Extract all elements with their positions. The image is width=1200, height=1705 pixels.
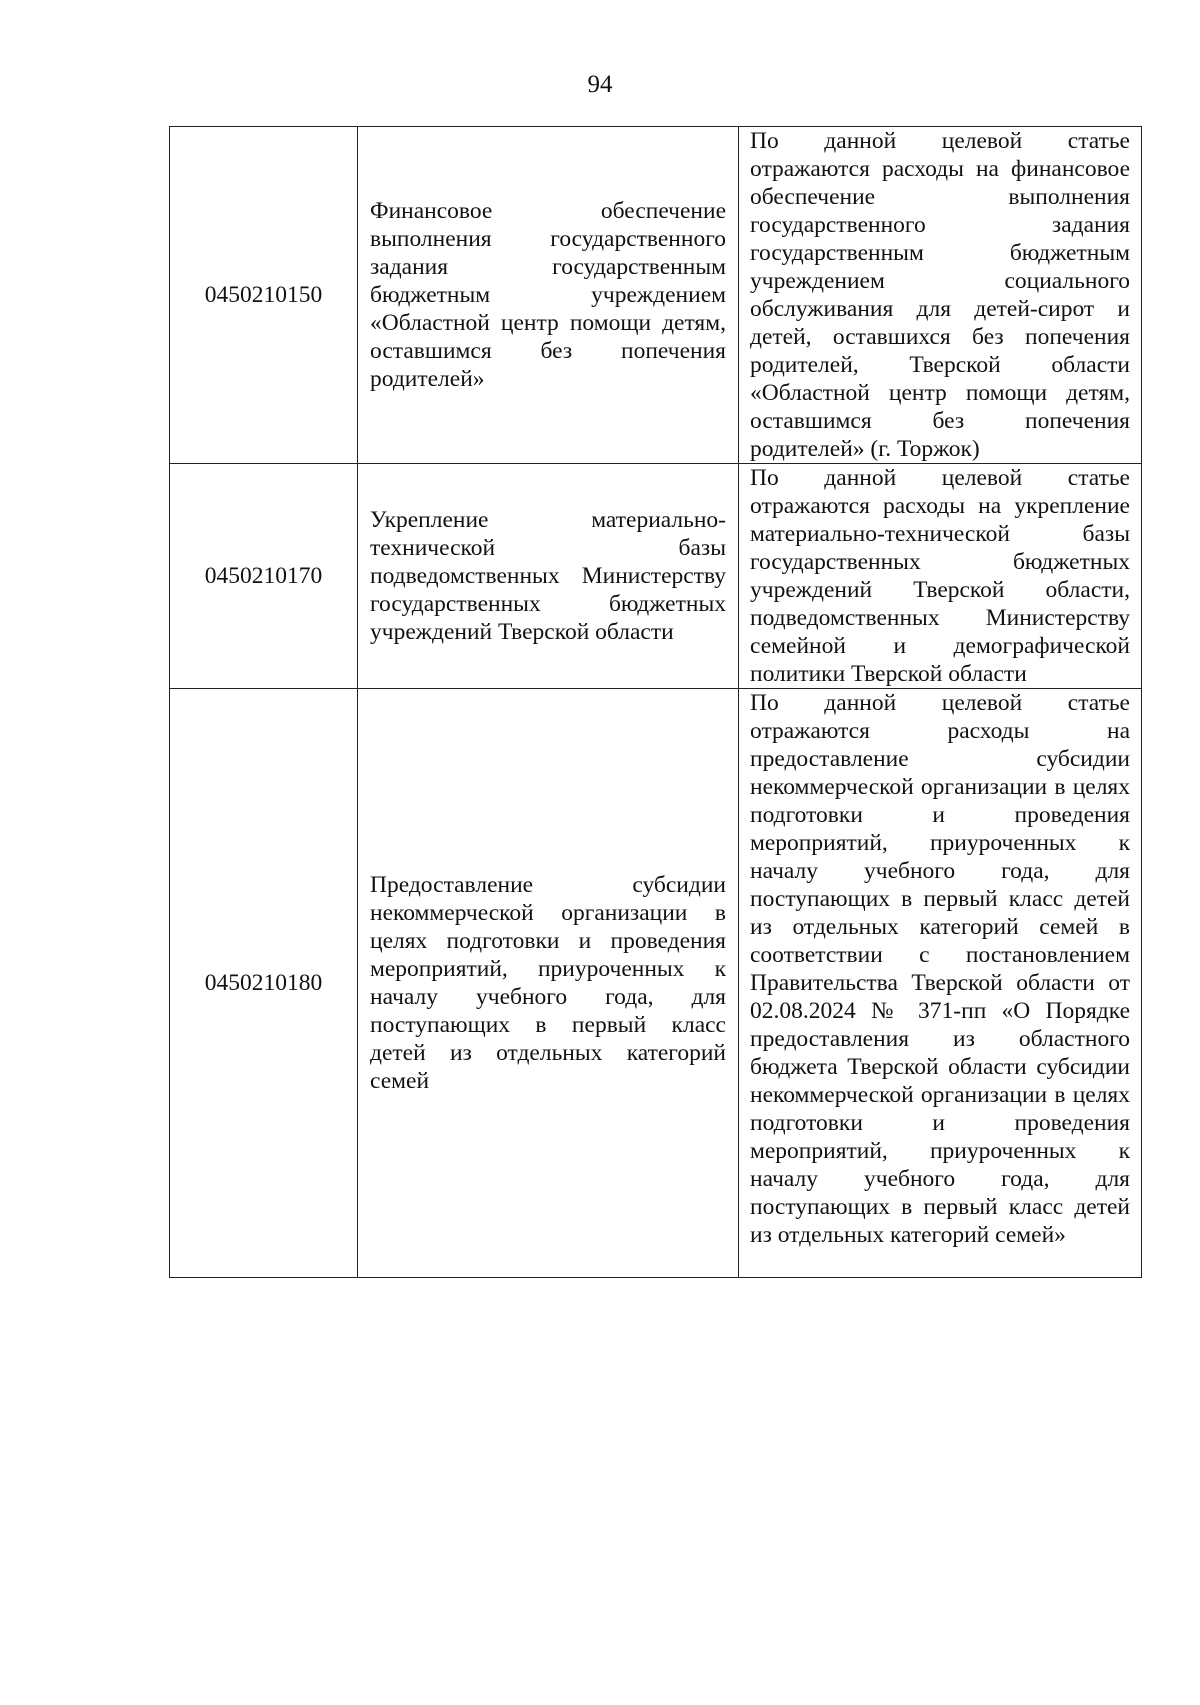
table-row: [170, 464, 1142, 689]
target-article-description: По данной целевой статье отражаются расходы на укрепление материально-технической базы государственных бюджетных учреждений Тверской области, подведомственных Министерству семейной и демографической политики Тверской области: [739, 464, 1142, 689]
budget-classification-table: [169, 126, 1142, 1278]
table-row: [170, 689, 1142, 1278]
target-article-description: По данной целевой статье отражаются расходы на предоставление субсидии некоммерческой организации в целях подготовки и проведения мероприятий, приуроченных к началу учебного года, для поступающих в первый класс детей из отдельных категорий семей в соответствии с постановлением Правительства Тверской области от 02.08.2024 № 371-пп «О Порядке предоставления из областного бюджета Тверской области субсидии некоммерческой организации в целях подготовки и проведения мероприятий, приуроченных к началу учебного года, для поступающих в первый класс детей из отдельных категорий семей»: [739, 689, 1142, 1278]
target-article-code: 0450210150: [170, 127, 358, 464]
target-article-code: 0450210180: [170, 689, 358, 1278]
target-article-name: Предоставление субсидии некоммерческой организации в целях подготовки и проведения мероприятий, приуроченных к началу учебного года, для поступающих в первый класс детей из отдельных категорий семей: [358, 689, 739, 1278]
page-number: 94: [587, 71, 613, 98]
target-article-name: Финансовое обеспечение выполнения государственного задания государственным бюджетным учреждением «Областной центр помощи детям, оставшимся без попечения родителей»: [358, 127, 739, 464]
table-row: [170, 127, 1142, 464]
target-article-name: Укрепление материально-технической базы подведомственных Министерству государственных бюджетных учреждений Тверской области: [358, 464, 739, 689]
target-article-description: По данной целевой статье отражаются расходы на финансовое обеспечение выполнения государственного задания государственным бюджетным учреждением социального обслуживания для детей-сирот и детей, оставшихся без попечения родителей, Тверской области «Областной центр помощи детям, оставшимся без попечения родителей» (г. Торжок): [739, 127, 1142, 464]
target-article-code: 0450210170: [170, 464, 358, 689]
